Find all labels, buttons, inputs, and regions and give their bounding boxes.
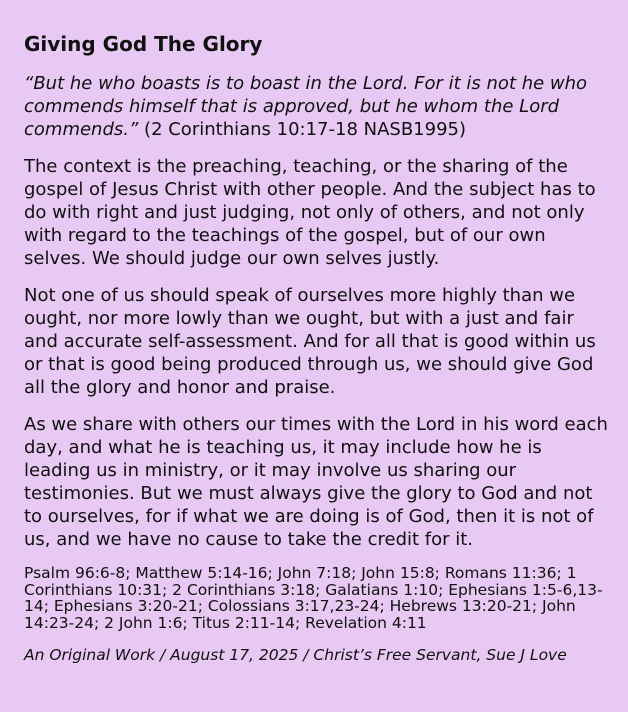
- scripture-references: Psalm 96:6-8; Matthew 5:14-16; John 7:18; John 15:8; Romans 11:36; 1 Corinthians 10:31; 2 Corinthians 3:18; Galatians 1:10; Ephesians 1:5-6,13-14; Ephesians 3:20-21; Colossians 3:17,23-24; Hebrews 13:20-21; John 14:23-24; 2 John 1:6; Titus 2:11-14; Revelation 4:11: [24, 564, 603, 632]
- paragraph-3: As we share with others our times with the Lord in his word each day, and what he is teaching us, it may include how he is leading us in ministry, or it may involve us sharing our testimonies. But we must always give the glory to God and not to ourselves, for if what we are doing is of God, then it is not of us, and we have no cause to take the credit for it.: [24, 414, 608, 550]
- quote-citation: (2 Corinthians 10:17-18 NASB1995): [144, 119, 467, 140]
- quote-text: “But he who boasts is to boast in the Lord. For it is not he who commends himself that is approved, but he whom the Lord commends.”: [24, 73, 588, 140]
- page-title: Giving God The Glory: [24, 32, 263, 56]
- paragraph-2: Not one of us should speak of ourselves more highly than we ought, nor more lowly than we ought, but with a just and fair and accurate self-assessment. And for all that is good within us or that is good being produced through us, we should give God all the glory and honor and praise.: [24, 285, 596, 398]
- author-footer: An Original Work / August 17, 2025 / Christ’s Free Servant, Sue J Love: [24, 646, 567, 664]
- scripture-quote: [24, 72, 610, 141]
- paragraph-1: The context is the preaching, teaching, or the sharing of the gospel of Jesus Christ with other people. And the subject has to do with right and just judging, not only of others, and not only with regard to the teachings of the gospel, but of our own selves. We should judge our own selves justly.: [24, 156, 596, 269]
